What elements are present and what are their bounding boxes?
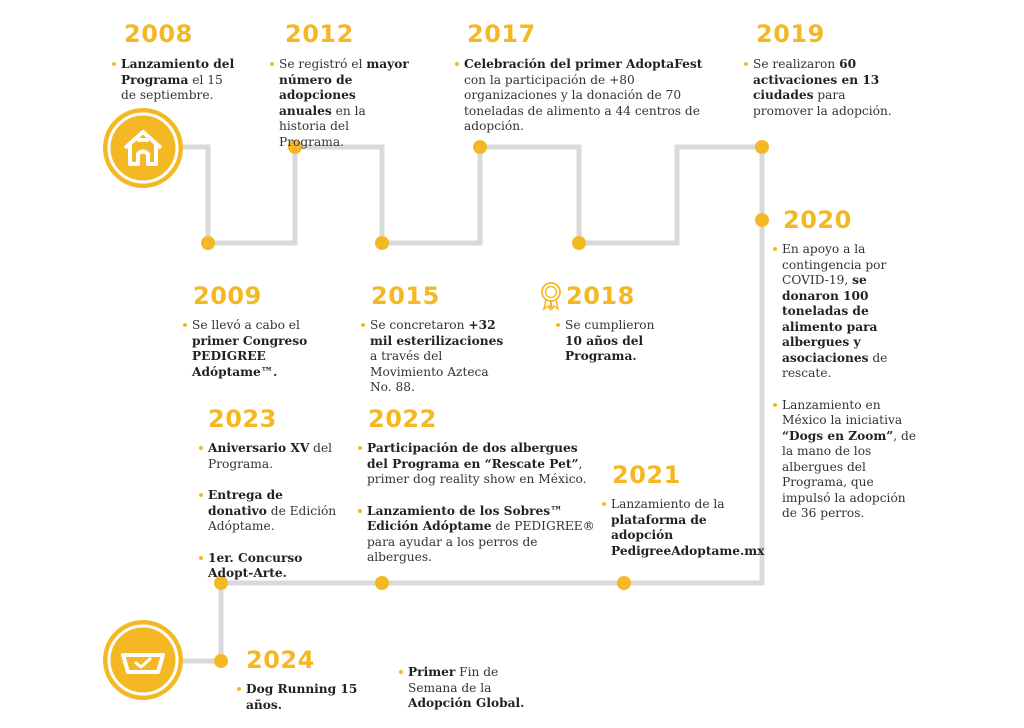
milestone-2018-text [556,318,666,365]
milestone-item [358,504,598,566]
highlight-text: Celebración del primer AdoptaFest [464,57,703,71]
year-2009: 2009 [193,282,262,310]
highlight-text: Lanzamiento de los Sobres™ Edición Adóptame [367,503,563,533]
milestone-2023-text [199,441,339,582]
timeline-dot [201,236,215,250]
body-text: Se concretaron [370,318,469,332]
milestone-item [556,318,666,365]
year-2022: 2022 [368,405,437,433]
milestone-2021-text [602,497,765,559]
highlight-text: Primer [408,665,456,679]
award-badge-icon [539,281,563,311]
milestone-2008-text [112,57,237,104]
body-text: de rescate. [782,350,888,380]
highlight-text: Participación de dos albergues del Programa en “Rescate Pet” [367,441,579,471]
year-2008: 2008 [124,20,193,48]
milestone-item [199,488,339,535]
dog-bowl-icon [103,620,183,700]
milestone-2024-extra-text [399,665,549,712]
body-text: , de la mano de los albergues del Programa, que impulsó la adopción de 36 perros. [782,428,917,520]
milestone-item [183,318,343,380]
milestone-item [744,57,894,119]
highlight-text: 60 activaciones en 13 ciudades [753,57,880,102]
body-text: el 15 de septiembre. [121,72,223,102]
highlight-text: se donaron 100 toneladas de alimento para albergues y asociaciones [782,273,878,365]
body-text: Fin de Semana de la [408,665,499,695]
timeline-line [140,147,765,661]
body-text: En apoyo a la contingencia por COVID-19, [782,242,887,287]
body-text: para promover la adopción. [753,88,892,118]
body-text: Lanzamiento de la [611,497,725,511]
body-text: , primer dog reality show en México. [367,456,587,486]
year-2019: 2019 [756,20,825,48]
body-text: Lanzamiento en México la iniciativa [782,397,903,427]
body-text: Se llevó a cabo el [192,318,300,332]
milestone-item [773,398,918,522]
timeline-dot [473,140,487,154]
timeline-dot [375,236,389,250]
highlight-text: 1er. Concurso Adopt-Arte. [208,550,303,580]
year-2015: 2015 [371,282,440,310]
milestone-item [270,57,410,150]
body-text: del Programa. [208,441,333,471]
timeline-dot [755,213,769,227]
milestone-item [237,682,387,713]
milestone-item [361,318,511,396]
year-2018: 2018 [566,282,635,310]
milestone-item [112,57,237,104]
highlight-text: 10 años del Programa. [565,333,644,363]
year-2017: 2017 [467,20,536,48]
milestone-item [199,551,339,582]
body-text: a través del Movimiento Azteca No. 88. [370,349,489,394]
timeline-dot [617,576,631,590]
milestone-item [602,497,765,559]
milestone-item [199,441,339,472]
year-2020: 2020 [783,206,852,234]
milestone-item [773,242,918,382]
highlight-text: +32 mil esterilizaciones [370,318,504,348]
highlight-text: Entrega de donativo [208,488,283,518]
milestone-2020-text [773,242,918,522]
body-text: Se cumplieron [565,318,655,332]
highlight-text: Aniversario XV [208,441,310,455]
body-text: Se registró el [279,57,367,71]
body-text: de Edición Adóptame. [208,503,337,533]
milestone-item [358,441,598,488]
highlight-text: plataforma de adopción PedigreeAdoptame.mx [611,512,765,558]
timeline-dot [572,236,586,250]
body-text: con la participación de +80 organizaciones y la donación de 70 toneladas de alimento a 44 centros de adopción. [464,72,700,133]
timeline-dot [214,654,228,668]
highlight-text: Adopción Global. [408,696,525,710]
year-2012: 2012 [285,20,354,48]
milestone-item [399,665,549,712]
timeline-dot [755,140,769,154]
milestone-item [455,57,705,135]
year-2023: 2023 [208,405,277,433]
timeline-dot [375,576,389,590]
milestone-2019-text [744,57,894,119]
milestone-2015-text [361,318,511,396]
body-text: en la historia del Programa. [279,103,366,149]
milestone-2017-text [455,57,705,135]
dog-house-icon [103,108,183,188]
year-2024: 2024 [246,646,315,674]
year-2021: 2021 [612,461,681,489]
highlight-text: primer Congreso PEDIGREE Adóptame™. [192,333,308,379]
highlight-text: Dog Running 15 años. [246,682,358,712]
body-text: de PEDIGREE® para ayudar a los perros de albergues. [367,519,595,564]
milestone-2024-text [237,682,387,713]
body-text: Se realizaron [753,57,840,71]
milestone-2012-text [270,57,410,150]
milestone-2009-text [183,318,343,380]
milestone-2022-text [358,441,598,566]
highlight-text: “Dogs en Zoom” [782,428,894,443]
highlight-text: mayor número de adopciones anuales [279,57,409,118]
highlight-text: Lanzamiento del Programa [121,57,235,87]
